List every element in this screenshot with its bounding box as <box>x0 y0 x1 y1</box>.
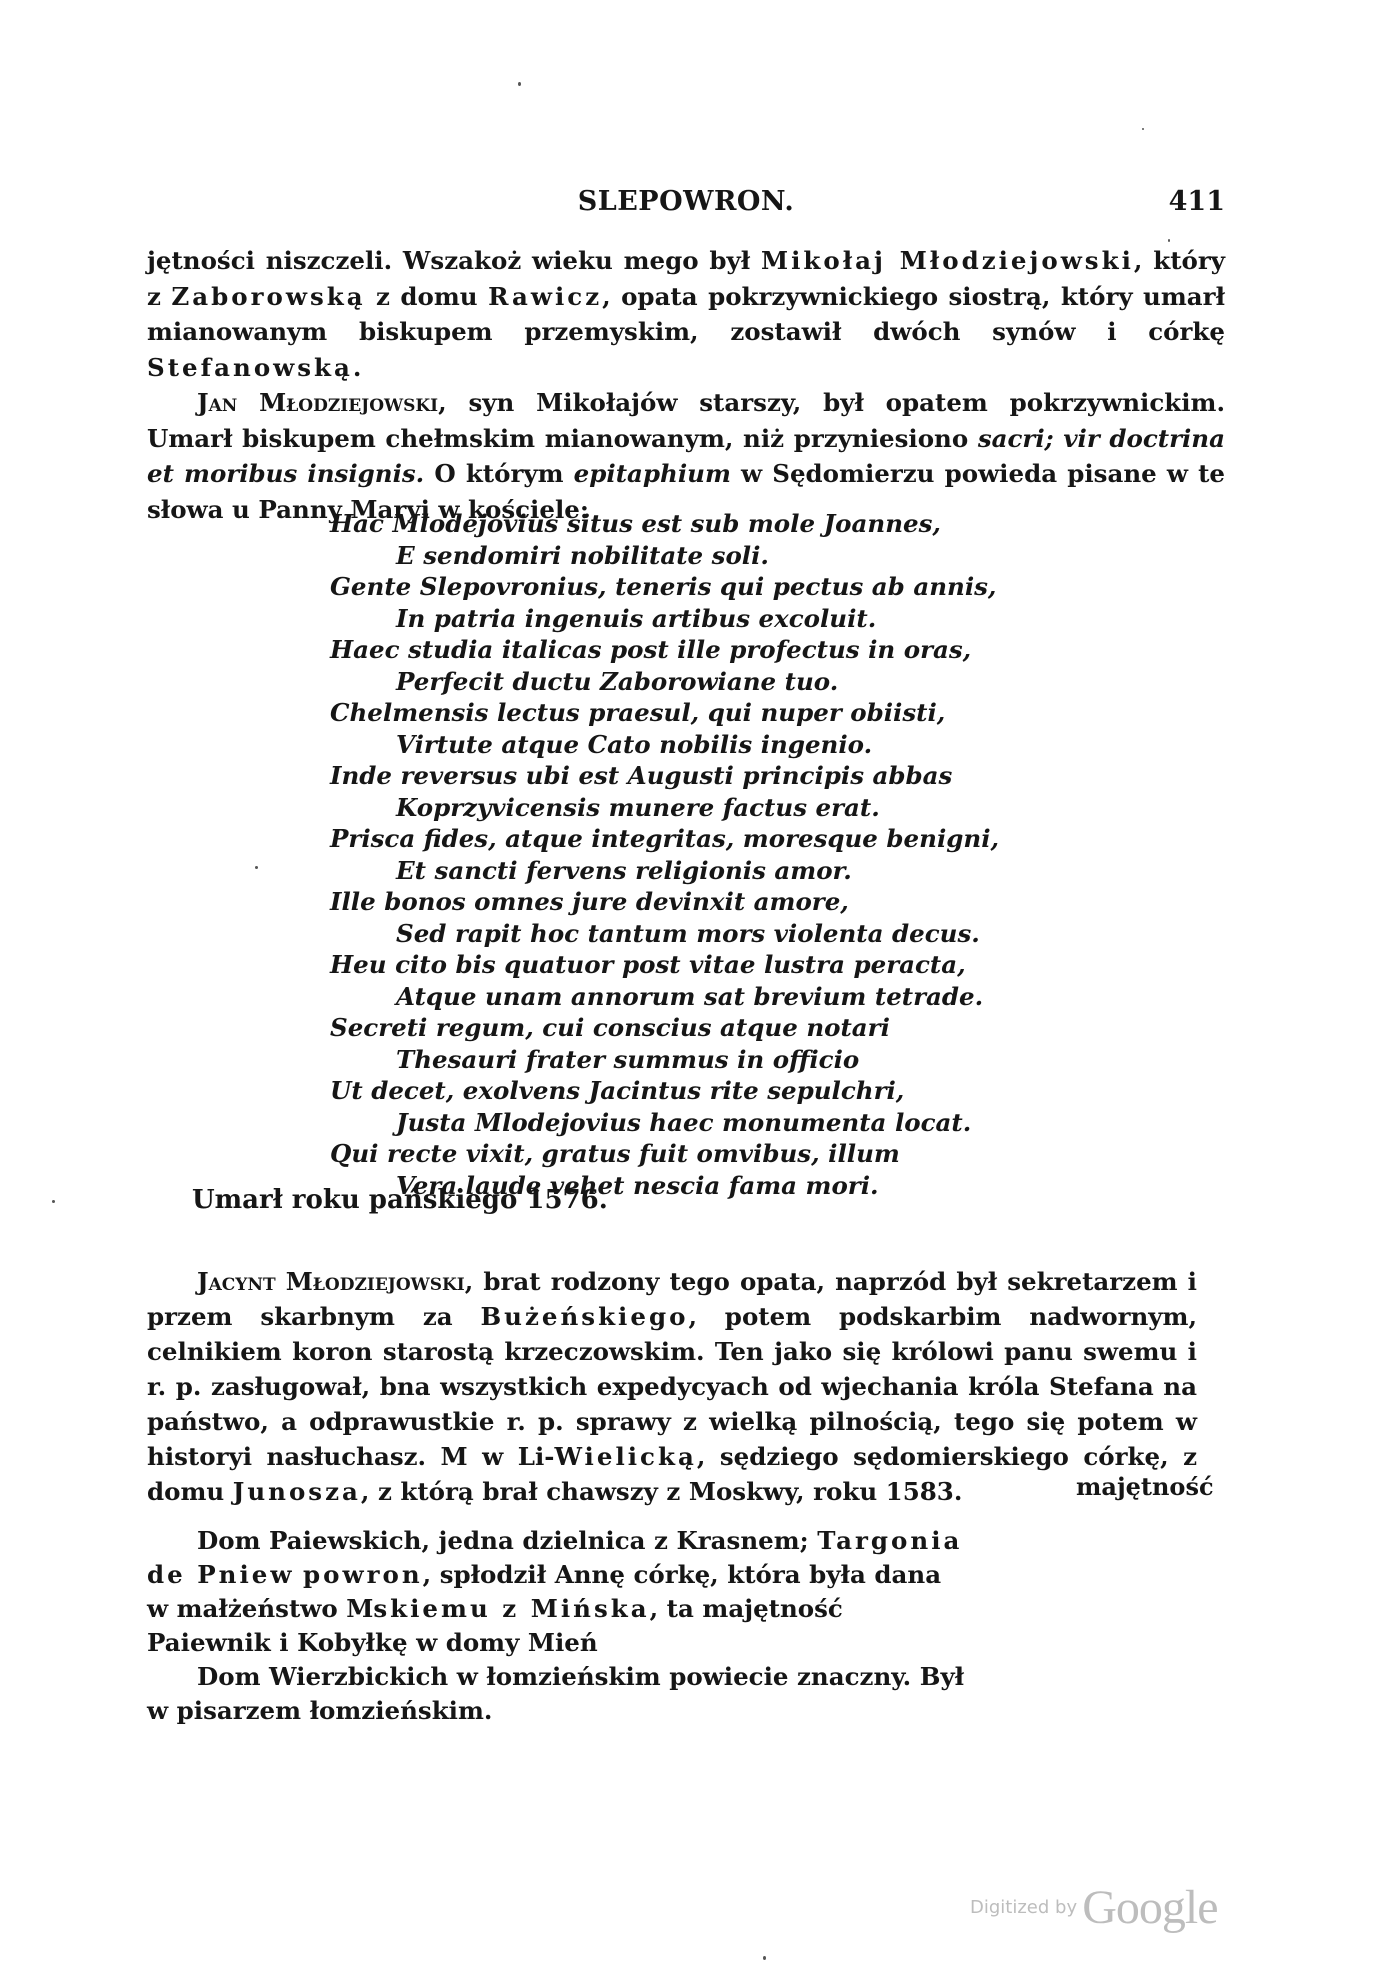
scan-speck <box>52 1200 55 1203</box>
poem-line: E sendomiri nobilitate soli. <box>396 540 769 570</box>
text-run: starostą krzeczowskim. Ten jako się królowi panu swemu i r. p. zasługował, b <box>147 1337 1197 1401</box>
poem-line: Gente Slepovronius, teneris qui pectus ab annis, <box>330 572 997 601</box>
text-run: na wszystkich expedycyach od wjechania króla Stefana na państwo, a odprawu <box>147 1372 1197 1436</box>
text-run: w Li- <box>467 1442 555 1471</box>
poem-line: Virtute atque Cato nobilis ingenio. <box>396 729 873 759</box>
google-logo: Google <box>1082 1881 1218 1934</box>
text-run: , syn Mikołajów starszy, był opatem pokrzywnickim. Umarł biskupem chełmskim mianowanym, niż przyniesiono <box>147 388 1226 453</box>
scan-speck <box>1168 239 1170 242</box>
scan-speck <box>255 866 258 869</box>
running-title: SLEPOWRON. <box>577 186 795 217</box>
text-run: z domu <box>365 281 489 311</box>
poem-line: Heu cito bis quatuor post vitae lustra peracta, <box>330 950 966 979</box>
text-run: . <box>352 352 362 382</box>
page-number: 411 <box>1168 186 1225 217</box>
poem-line: Thesauri frater summus in officio <box>396 1044 860 1074</box>
text-run: Dom <box>197 1662 270 1691</box>
paragraph-jan <box>147 385 1225 527</box>
text-run: , spłodził Annę córkę, która była dana w małżeństwo M <box>147 1560 942 1623</box>
text-run: Dom <box>197 1526 270 1555</box>
poem-line: Koprzyvicensis munere factus erat. <box>396 792 880 822</box>
text-run: pisarzem łomzieńskim. <box>176 1696 493 1725</box>
poem-line: Ille bonos omnes jure devinxit amore, <box>330 887 849 916</box>
death-note: Umarł roku pańskiego 1576. <box>192 1185 608 1215</box>
poem-line: Et sancti fervens religionis amor. <box>396 855 852 885</box>
poem-line: Haec studia italicas post ille profectus in oras, <box>330 635 972 664</box>
paragraph-paiewscy <box>147 1524 967 1660</box>
text-run: , który z <box>147 246 1225 311</box>
poem-line: Hac Mlodejovius situs est sub mole Joannes, <box>330 509 941 538</box>
poem-line: Sed rapit hoc tantum mors violenta decus. <box>396 918 980 948</box>
google-digitized-watermark <box>970 1880 1218 1935</box>
text-run: , opata pokrzywnickiego siostrą, który umarł mianowanym biskupem przemyskim, zostawił dwóch synów i córkę <box>147 281 1225 346</box>
margin-note: majętność <box>1076 1472 1214 1501</box>
paragraph-mikolaj <box>147 243 1225 385</box>
small-caps-name: Jacynt Młodziejowski <box>197 1267 465 1296</box>
text-run: , brat rodzony tego opata, naprzód był sekretarzem i p <box>147 1267 1197 1331</box>
text-run: , sędziego sędomierskiego córkę, z domu <box>147 1442 1198 1506</box>
poem-line: In patria ingenuis artibus excoluit. <box>396 603 877 633</box>
spaced-name: Rawicz <box>488 281 603 311</box>
spaced-name: Stefanowską <box>147 352 353 382</box>
italic-latin: epitaphium <box>573 459 731 488</box>
spaced-name: Bużeńskiego <box>480 1302 689 1331</box>
poem-line: Vera laude vehet nescia fama mori. <box>396 1170 879 1200</box>
paragraph-wierzbiccy <box>147 1660 967 1728</box>
poem-line: Justa Mlodejovius haec monumenta locat. <box>396 1107 972 1137</box>
text-run: rzem skarbnym za <box>164 1302 481 1331</box>
spaced-name: Wielicką <box>554 1442 697 1471</box>
body-text-bottom <box>147 1524 967 1728</box>
poem-line: Inde reversus ubi est Augusti principis abbas <box>330 761 953 790</box>
spaced-name: Junosza <box>232 1477 361 1506</box>
text-run: , z którą brał <box>360 1477 547 1506</box>
poem-line: Qui recte vixit, gratus fuit omvibus, illum <box>330 1139 900 1168</box>
small-caps-name: Jan Młodziejowski <box>197 388 439 417</box>
text-run: , ta majętność Paiewnik i Kobyłkę w domy Mień <box>147 1594 843 1657</box>
scan-speck <box>763 1956 766 1960</box>
text-run: w Sędomierzu powieda pisane w te słowa u Panny Maryi w kościele: <box>147 459 1225 524</box>
poem-line: Chelmensis lectus praesul, qui nuper obiisti, <box>330 698 946 727</box>
body-text-jacynt <box>147 1264 1197 1509</box>
italic-latin: sacri; vir doctrina et moribus insignis. <box>147 423 1225 488</box>
watermark-digitized-text: Digitized by <box>970 1897 1078 1918</box>
spaced-name: Mikołaj Młodziejowski <box>760 246 1134 275</box>
text-run: , potem podskarbim nadwornym, celnikiem koron <box>147 1302 1197 1366</box>
scan-speck <box>518 82 521 86</box>
poem-line: Secreti regum, cui conscius atque notari <box>330 1013 890 1042</box>
text-run: stkie r. p. sprawy z wielką pilnością, tego się potem w historyi nasłuchasz. M <box>147 1407 1197 1471</box>
poem-line: Prisca fides, atque integritas, moresque benigni, <box>330 824 1000 853</box>
family-name: Wierzbickich <box>269 1662 449 1691</box>
text-run: O którym <box>424 459 574 488</box>
family-name: Paiewskich <box>269 1526 422 1555</box>
poem-line: Ut decet, exolvens Jacintus rite sepulchri, <box>330 1076 905 1105</box>
text-run: , jedna dzielnica z Krasnem; <box>421 1526 818 1555</box>
body-text-top <box>147 243 1225 527</box>
text-run: jętności niszczeli. Wszakoż wieku mego był <box>147 246 761 275</box>
epitaph-poem <box>330 508 1050 1201</box>
paragraph-jacynt <box>147 1264 1197 1509</box>
poem-line: Atque unam annorum sat brevium tetrade. <box>396 981 984 1011</box>
spaced-name: Targonia de Pniew <box>147 1526 963 1589</box>
spaced-name: skiemu z Mińska <box>373 1594 650 1623</box>
spaced-name: powron <box>303 1560 423 1589</box>
scan-speck <box>1142 128 1144 130</box>
text-run: w łomzieńskim powiecie znaczny. Był w <box>147 1662 965 1725</box>
poem-line: Perfecit ductu Zaborowiane tuo. <box>396 666 839 696</box>
text-run <box>294 1560 303 1589</box>
spaced-name: Zaborowską <box>171 281 366 311</box>
page-header <box>147 186 1225 226</box>
text-run: chawszy z Moskwy, roku 1583. <box>546 1477 963 1506</box>
